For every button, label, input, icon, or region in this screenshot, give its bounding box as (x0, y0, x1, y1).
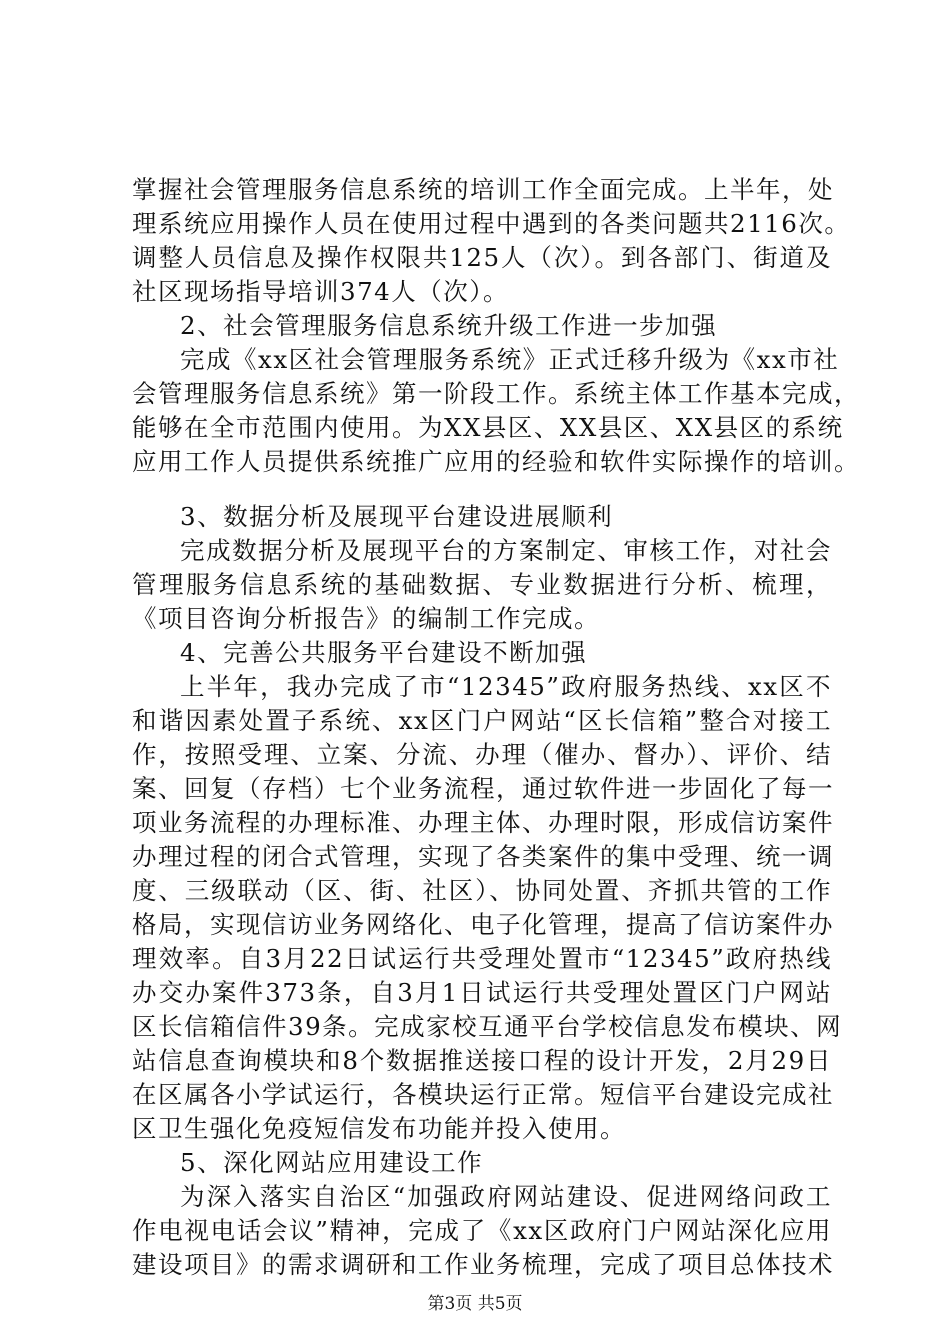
body-text-line: 区长信箱信件39条。完成家校互通平台学校信息发布模块、网 (132, 1012, 843, 1041)
body-text-line: 项业务流程的办理标准、办理主体、办理时限，形成信访案件 (132, 808, 834, 837)
body-text-line: 会管理服务信息系统》第一阶段工作。系统主体工作基本完成， (132, 379, 860, 408)
body-text-line: 案、回复（存档）七个业务流程，通过软件进一步固化了每一 (132, 774, 834, 803)
page-footer: 第3页 共5页 (427, 1294, 523, 1314)
body-text-line: 和谐因素处置子系统、xx区门户网站“区长信箱”整合对接工 (132, 706, 832, 735)
section-heading: 5、深化网站应用建设工作 (180, 1148, 484, 1177)
body-text-line: 度、三级联动（区、街、社区）、协同处置、齐抓共管的工作 (132, 876, 832, 905)
body-text-line: 办交办案件373条，自3月1日试运行共受理处置区门户网站 (132, 978, 832, 1007)
body-text-line: 站信息查询模块和8个数据推送接口程的设计开发，2月29日 (132, 1046, 832, 1075)
body-text-line: 区卫生强化免疫短信发布功能并投入使用。 (132, 1114, 626, 1143)
body-text-line: 办理过程的闭合式管理，实现了各类案件的集中受理、统一调 (132, 842, 834, 871)
body-text-line: 格局，实现信访业务网络化、电子化管理，提高了信访案件办 (132, 910, 834, 939)
section-heading: 2、社会管理服务信息系统升级工作进一步加强 (180, 311, 718, 340)
body-text-line: 作，按照受理、立案、分流、办理（催办、督办）、评价、结 (132, 740, 832, 769)
body-text-line: 建设项目》的需求调研和工作业务梳理，完成了项目总体技术 (132, 1250, 834, 1279)
body-text-line: 能够在全市范围内使用。为XX县区、XX县区、XX县区的系统 (132, 413, 844, 442)
paragraph-first-line: 完成数据分析及展现平台的方案制定、审核工作，对社会 (180, 536, 832, 565)
body-text-line: 理系统应用操作人员在使用过程中遇到的各类问题共2116次。 (132, 209, 851, 238)
body-text-line: 应用工作人员提供系统推广应用的经验和软件实际操作的培训。 (132, 447, 860, 476)
section-heading: 4、完善公共服务平台建设不断加强 (180, 638, 588, 667)
body-text-line: 掌握社会管理服务信息系统的培训工作全面完成。上半年，处 (132, 175, 834, 204)
body-text-line: 调整人员信息及操作权限共125人（次）。到各部门、街道及 (132, 243, 832, 272)
body-text-line: 社区现场指导培训374人（次）。 (132, 277, 510, 306)
body-text-line: 理效率。自3月22日试运行共受理处置市“12345”政府热线 (132, 944, 832, 973)
body-text-line: 在区属各小学试运行，各模块运行正常。短信平台建设完成社 (132, 1080, 834, 1109)
paragraph-first-line: 上半年，我办完成了市“12345”政府服务热线、xx区不 (180, 672, 832, 701)
paragraph-first-line: 完成《xx区社会管理服务系统》正式迁移升级为《xx市社 (180, 345, 840, 374)
body-text-line: 管理服务信息系统的基础数据、专业数据进行分析、梳理， (132, 570, 832, 599)
section-heading: 3、数据分析及展现平台建设进展顺利 (180, 502, 614, 531)
body-text-line: 作电视电话会议”精神，完成了《xx区政府门户网站深化应用 (132, 1216, 832, 1245)
paragraph-first-line: 为深入落实自治区“加强政府网站建设、促进网络问政工 (180, 1182, 832, 1211)
body-text-line: 《项目咨询分析报告》的编制工作完成。 (132, 604, 600, 633)
